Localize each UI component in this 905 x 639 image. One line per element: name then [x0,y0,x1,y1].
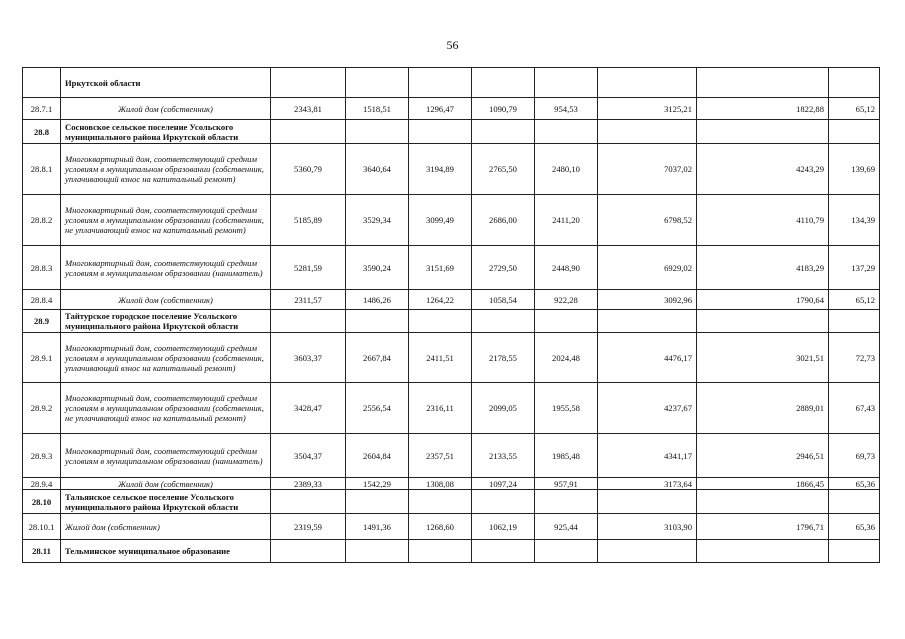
value-cell: 2133,55 [472,434,535,478]
empty-cell [409,310,472,333]
empty-cell [535,310,598,333]
value-cell: 4237,67 [598,383,697,434]
row-code: 28.9.1 [23,333,61,383]
section-title: Тельминское муниципальное образование [61,540,271,563]
value-cell: 4110,79 [697,195,829,246]
empty-cell [697,310,829,333]
value-cell: 922,28 [535,290,598,310]
value-cell: 137,29 [829,246,880,290]
row-code: 28.10.1 [23,514,61,540]
empty-cell [271,120,346,144]
table-row [23,246,880,290]
value-cell: 69,73 [829,434,880,478]
row-code: 28.8.2 [23,195,61,246]
value-cell: 3021,51 [697,333,829,383]
empty-cell [346,120,409,144]
value-cell: 1790,64 [697,290,829,310]
value-cell: 2411,51 [409,333,472,383]
row-description: Многоквартирный дом, соответствующий средним условиям в муниципальном образовании (наниматель) [61,434,271,478]
section-title: Иркутской области [61,68,271,98]
table-row [23,290,880,310]
empty-cell [472,490,535,514]
value-cell: 2343,81 [271,98,346,120]
empty-cell [472,540,535,563]
row-description: Жилой дом (собственник) [61,290,271,310]
value-cell: 2946,51 [697,434,829,478]
row-code [23,68,61,98]
table-row [23,514,880,540]
empty-cell [598,310,697,333]
value-cell: 3092,96 [598,290,697,310]
row-code: 28.9.2 [23,383,61,434]
row-description: Многоквартирный дом, соответствующий средним условиям в муниципальном образовании (собственник, не уплачивающий взнос на капитальный ремонт) [61,195,271,246]
value-cell: 2389,33 [271,478,346,490]
empty-cell [271,490,346,514]
table-row [23,144,880,195]
section-title: Сосновское сельское поселение Усольского муниципального района Иркутской области [61,120,271,144]
value-cell: 2411,20 [535,195,598,246]
value-cell: 2357,51 [409,434,472,478]
section-row [23,490,880,514]
table-row [23,333,880,383]
empty-cell [829,310,880,333]
empty-cell [697,490,829,514]
value-cell: 2480,10 [535,144,598,195]
table-row [23,98,880,120]
value-cell: 1542,29 [346,478,409,490]
empty-cell [472,310,535,333]
empty-cell [409,490,472,514]
table-body [23,68,880,563]
value-cell: 3529,34 [346,195,409,246]
value-cell: 1822,88 [697,98,829,120]
empty-cell [829,540,880,563]
empty-cell [409,540,472,563]
value-cell: 3099,49 [409,195,472,246]
value-cell: 3504,37 [271,434,346,478]
row-code: 28.9.3 [23,434,61,478]
row-code: 28.8.4 [23,290,61,310]
empty-cell [697,540,829,563]
empty-cell [472,120,535,144]
value-cell: 957,91 [535,478,598,490]
row-code: 28.10 [23,490,61,514]
value-cell: 1955,58 [535,383,598,434]
value-cell: 2729,50 [472,246,535,290]
empty-cell [271,540,346,563]
row-code: 28.8.1 [23,144,61,195]
value-cell: 3428,47 [271,383,346,434]
empty-cell [598,120,697,144]
section-title: Тальянское сельское поселение Усольского муниципального района Иркутской области [61,490,271,514]
value-cell: 2604,84 [346,434,409,478]
empty-cell [472,68,535,98]
empty-cell [535,68,598,98]
value-cell: 3590,24 [346,246,409,290]
page-number: 56 [446,38,459,52]
section-row [23,310,880,333]
empty-cell [409,68,472,98]
value-cell: 3103,90 [598,514,697,540]
value-cell: 65,36 [829,514,880,540]
value-cell: 4183,29 [697,246,829,290]
table-row [23,195,880,246]
value-cell: 1308,08 [409,478,472,490]
row-code: 28.11 [23,540,61,563]
empty-cell [697,68,829,98]
value-cell: 2667,84 [346,333,409,383]
value-cell: 2556,54 [346,383,409,434]
value-cell: 2765,50 [472,144,535,195]
value-cell: 2686,00 [472,195,535,246]
value-cell: 2319,59 [271,514,346,540]
section-row [23,540,880,563]
value-cell: 6798,52 [598,195,697,246]
empty-cell [346,310,409,333]
value-cell: 954,53 [535,98,598,120]
table-row [23,434,880,478]
value-cell: 1058,54 [472,290,535,310]
section-row [23,68,880,98]
row-code: 28.9.4 [23,478,61,490]
value-cell: 134,39 [829,195,880,246]
value-cell: 3151,69 [409,246,472,290]
value-cell: 1097,24 [472,478,535,490]
empty-cell [535,120,598,144]
value-cell: 1491,36 [346,514,409,540]
empty-cell [409,120,472,144]
empty-cell [829,490,880,514]
value-cell: 1264,22 [409,290,472,310]
row-code: 28.9 [23,310,61,333]
section-row [23,120,880,144]
row-description: Многоквартирный дом, соответствующий средним условиям в муниципальном образовании (собственник, не уплачивающий взнос на капитальный ремонт) [61,383,271,434]
value-cell: 1796,71 [697,514,829,540]
value-cell: 5360,79 [271,144,346,195]
empty-cell [271,310,346,333]
value-cell: 1866,45 [697,478,829,490]
value-cell: 3194,89 [409,144,472,195]
value-cell: 67,43 [829,383,880,434]
table-row [23,383,880,434]
empty-cell [829,120,880,144]
empty-cell [535,540,598,563]
value-cell: 139,69 [829,144,880,195]
row-description: Многоквартирный дом, соответствующий средним условиям в муниципальном образовании (наниматель) [61,246,271,290]
value-cell: 4341,17 [598,434,697,478]
empty-cell [346,68,409,98]
empty-cell [598,490,697,514]
value-cell: 2099,05 [472,383,535,434]
row-code: 28.8.3 [23,246,61,290]
value-cell: 1268,60 [409,514,472,540]
row-description: Многоквартирный дом, соответствующий средним условиям в муниципальном образовании (собственник, уплачивающий взнос на капитальный ремонт) [61,144,271,195]
row-description: Многоквартирный дом, соответствующий средним условиям в муниципальном образовании (собственник, уплачивающий взнос на капитальный ремонт) [61,333,271,383]
value-cell: 2448,90 [535,246,598,290]
value-cell: 65,12 [829,98,880,120]
row-description: Жилой дом (собственник) [61,478,271,490]
value-cell: 3603,37 [271,333,346,383]
value-cell: 2024,48 [535,333,598,383]
tariff-table [22,67,880,563]
value-cell: 2311,57 [271,290,346,310]
value-cell: 1062,19 [472,514,535,540]
value-cell: 5281,59 [271,246,346,290]
row-description: Жилой дом (собственник) [61,514,271,540]
empty-cell [346,490,409,514]
value-cell: 65,36 [829,478,880,490]
value-cell: 925,44 [535,514,598,540]
value-cell: 6929,02 [598,246,697,290]
empty-cell [598,68,697,98]
value-cell: 1296,47 [409,98,472,120]
value-cell: 3125,21 [598,98,697,120]
value-cell: 2178,55 [472,333,535,383]
value-cell: 4243,29 [697,144,829,195]
value-cell: 7037,02 [598,144,697,195]
value-cell: 5185,89 [271,195,346,246]
empty-cell [346,540,409,563]
value-cell: 3640,64 [346,144,409,195]
section-title: Тайтурское городское поселение Усольского муниципального района Иркутской области [61,310,271,333]
empty-cell [598,540,697,563]
value-cell: 2889,01 [697,383,829,434]
value-cell: 1518,51 [346,98,409,120]
empty-cell [697,120,829,144]
table-row [23,478,880,490]
value-cell: 2316,11 [409,383,472,434]
value-cell: 1985,48 [535,434,598,478]
value-cell: 65,12 [829,290,880,310]
row-description: Жилой дом (собственник) [61,98,271,120]
value-cell: 72,73 [829,333,880,383]
value-cell: 3173,64 [598,478,697,490]
row-code: 28.7.1 [23,98,61,120]
empty-cell [535,490,598,514]
empty-cell [829,68,880,98]
value-cell: 4476,17 [598,333,697,383]
value-cell: 1090,79 [472,98,535,120]
value-cell: 1486,26 [346,290,409,310]
empty-cell [271,68,346,98]
row-code: 28.8 [23,120,61,144]
